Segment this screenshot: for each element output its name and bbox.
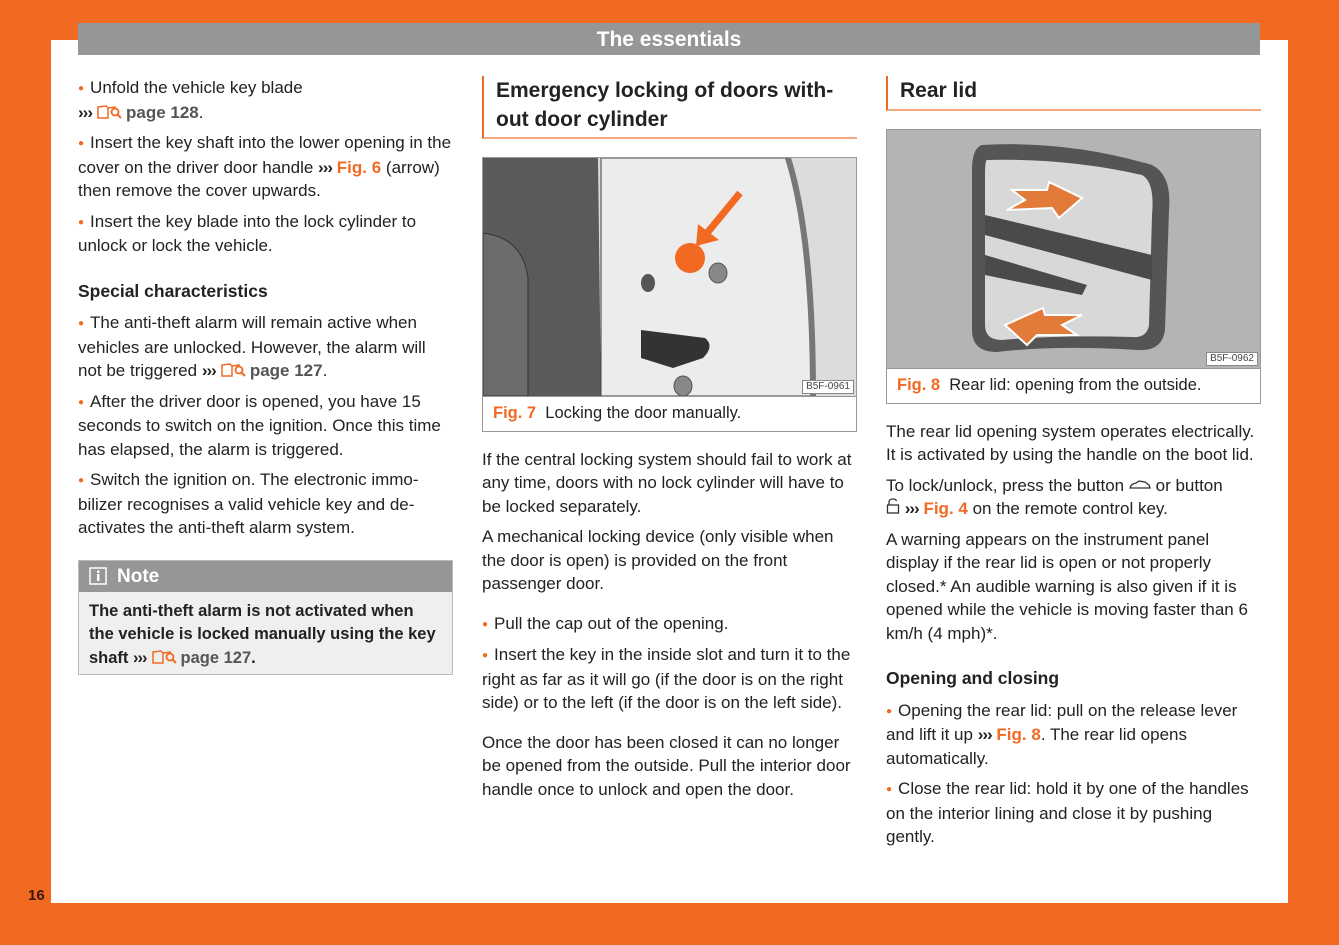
bullet-pull-cap: ● Pull the cap out of the opening. [482, 612, 857, 637]
paragraph: A warning appears on the instrument panel display if the rear lid is open or not properly closed.* An audible warning is also given if it is opened while the vehicle is moving faster than 6 km/h (4 mph)*. [886, 529, 1248, 643]
section-heading: Special characteristics [78, 280, 268, 301]
bullet-close-lid: ● Close the rear lid: hold it by one of the handles on the interior lining and close it by pushing gently. [886, 777, 1261, 849]
bullet-insert-blade: ● Insert the key blade into the lock cylinder to unlock or lock the vehicle. [78, 210, 453, 258]
bullet-insert-key: ● Insert the key in the inside slot and turn it to the right as far as it will go (if the door is on the right side) or to the left (if the door is on the left side). [482, 643, 857, 715]
bullet-unfold-key: ● Unfold the vehicle key blade ››› page 128. [78, 76, 453, 124]
note-title: Note [117, 565, 160, 587]
column-3 [886, 76, 1261, 856]
figure-8 [886, 129, 1261, 404]
paragraph: Once the door has been closed it can no longer be opened from the outside. Pull the interior door handle once to unlock and open the door. [482, 732, 851, 799]
figure-caption: Locking the door manually. [545, 404, 742, 422]
page-link[interactable]: page 127 [180, 648, 252, 667]
section-title: Emergency locking of doors without door cylinder [482, 76, 857, 139]
book-search-icon [220, 362, 246, 378]
paragraph: If the central locking system should fail to work at any time, doors with no lock cylinder will have to be locked separately. [482, 449, 852, 516]
figure-label: Fig. 7 [493, 404, 537, 422]
page-header: The essentials [78, 23, 1260, 55]
bullet-driver-door: ● After the driver door is opened, you have 15 seconds to switch on the ignition. Once this time has elapsed, the alarm is triggered. [78, 390, 453, 462]
column-1 [78, 76, 453, 675]
page-link[interactable]: page 127 [249, 361, 323, 380]
unlock-icon [886, 498, 900, 514]
paragraph: A mechanical locking device (only visible when the door is open) is provided on the front passenger door. [482, 527, 834, 593]
paragraph-lock-unlock: To lock/unlock, press the button or button ››› Fig. 4 on the remote control key. [886, 475, 1223, 518]
fig-link[interactable]: Fig. 8 [996, 725, 1041, 744]
figure-caption: Rear lid: opening from the outside. [949, 376, 1202, 394]
door-lock-illustration [483, 158, 856, 397]
bullet-ignition: ● Switch the ignition on. The electronic immobilizer recognises a valid vehicle key and deactivates the anti-theft alarm system. [78, 468, 453, 540]
bullet-open-lid: ● Opening the rear lid: pull on the release lever and lift it up ››› Fig. 8. The rear lid opens automatically. [886, 699, 1261, 771]
section-title: Rear lid [886, 76, 1261, 111]
page-link[interactable]: page 128 [125, 102, 199, 122]
paragraph: The rear lid opening system operates electrically. It is activated by using the handle on the boot lid. [886, 421, 1255, 464]
note-box: Note The anti-theft alarm is not activated when the vehicle is locked manually using the key shaft ››› page 127. [78, 560, 453, 676]
fig-link[interactable]: Fig. 4 [923, 499, 968, 518]
fig-link[interactable]: Fig. 6 [336, 157, 382, 177]
rear-lid-emblem-illustration [887, 130, 1260, 369]
info-icon [89, 567, 107, 585]
figure-label: Fig. 8 [897, 376, 941, 394]
section-heading: Opening and closing [886, 668, 1060, 688]
figure-7 [482, 157, 857, 432]
car-lock-icon [1129, 479, 1151, 491]
bullet-insert-shaft: ● Insert the key shaft into the lower opening in the cover on the driver door handle ››› Fig. 6 (arrow) then remove the cover upwards. [78, 131, 453, 203]
bullet-alarm-active: ● The anti-theft alarm will remain active when vehicles are unlocked. However, the alarm will not be triggered ››› page 127. [78, 311, 453, 383]
figure-code: B5F-0961 [802, 380, 854, 394]
page-number: 16 [28, 887, 45, 904]
book-search-icon [96, 104, 122, 120]
column-2 [482, 76, 857, 808]
figure-code: B5F-0962 [1206, 352, 1258, 366]
book-search-icon [151, 649, 177, 665]
